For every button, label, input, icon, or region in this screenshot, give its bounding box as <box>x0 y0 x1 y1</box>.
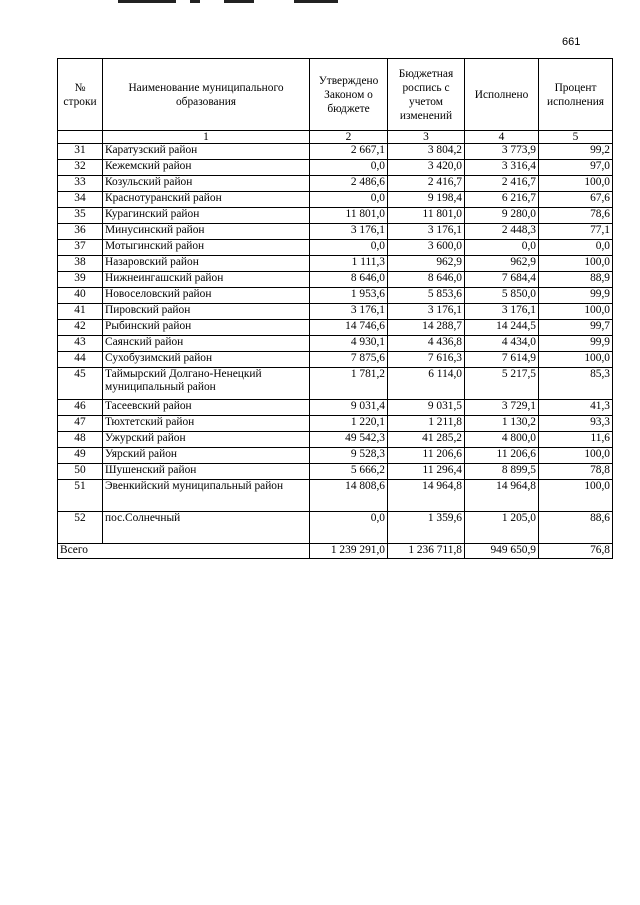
approved-value: 2 486,6 <box>310 176 388 192</box>
municipality-name: Рыбинский район <box>103 320 310 336</box>
budget-value: 3 600,0 <box>388 240 465 256</box>
page-number: 661 <box>562 36 581 48</box>
municipality-name: Краснотуранский район <box>103 192 310 208</box>
table-row <box>58 320 613 336</box>
percent-value: 100,0 <box>539 448 613 464</box>
table-row <box>58 464 613 480</box>
row-number: 45 <box>58 368 103 400</box>
row-number: 34 <box>58 192 103 208</box>
percent-value: 78,6 <box>539 208 613 224</box>
table-row <box>58 272 613 288</box>
column-number-row <box>58 131 613 144</box>
executed-value: 1 130,2 <box>465 416 539 432</box>
header-percent: Процент исполнения <box>539 59 613 131</box>
approved-value: 1 111,3 <box>310 256 388 272</box>
row-number: 39 <box>58 272 103 288</box>
table-row <box>58 144 613 160</box>
row-number: 44 <box>58 352 103 368</box>
percent-value: 41,3 <box>539 400 613 416</box>
executed-value: 3 176,1 <box>465 304 539 320</box>
table-row <box>58 160 613 176</box>
row-number: 33 <box>58 176 103 192</box>
executed-value: 14 964,8 <box>465 480 539 512</box>
header-row-number: № строки <box>58 59 103 131</box>
row-number: 38 <box>58 256 103 272</box>
approved-value: 11 801,0 <box>310 208 388 224</box>
percent-value: 0,0 <box>539 240 613 256</box>
executed-value: 8 899,5 <box>465 464 539 480</box>
percent-value: 88,6 <box>539 512 613 544</box>
executed-value: 6 216,7 <box>465 192 539 208</box>
municipality-name: Эвенкийский муниципальный район <box>103 480 310 512</box>
approved-value: 4 930,1 <box>310 336 388 352</box>
executed-value: 3 316,4 <box>465 160 539 176</box>
budget-value: 962,9 <box>388 256 465 272</box>
percent-value: 100,0 <box>539 480 613 512</box>
budget-value: 1 211,8 <box>388 416 465 432</box>
row-number: 50 <box>58 464 103 480</box>
percent-value: 99,9 <box>539 288 613 304</box>
approved-value: 0,0 <box>310 160 388 176</box>
column-number: 2 <box>310 131 388 144</box>
budget-value: 9 198,4 <box>388 192 465 208</box>
approved-value: 1 220,1 <box>310 416 388 432</box>
table-body <box>58 144 613 544</box>
executed-value: 962,9 <box>465 256 539 272</box>
budget-value: 1 359,6 <box>388 512 465 544</box>
percent-value: 100,0 <box>539 256 613 272</box>
table-row <box>58 208 613 224</box>
municipality-name: Сухобузимский район <box>103 352 310 368</box>
budget-value: 14 288,7 <box>388 320 465 336</box>
percent-value: 100,0 <box>539 176 613 192</box>
executed-value: 4 434,0 <box>465 336 539 352</box>
table-row <box>58 400 613 416</box>
table-row <box>58 240 613 256</box>
header-budget-schedule: Бюджетная роспись с учетом изменений <box>388 59 465 131</box>
municipality-name: Назаровский район <box>103 256 310 272</box>
approved-value: 14 746,6 <box>310 320 388 336</box>
municipality-name: Минусинский район <box>103 224 310 240</box>
table-row <box>58 224 613 240</box>
municipality-name: Пировский район <box>103 304 310 320</box>
table-header-row <box>58 59 613 131</box>
municipality-name: пос.Солнечный <box>103 512 310 544</box>
approved-value: 7 875,6 <box>310 352 388 368</box>
table-row <box>58 256 613 272</box>
municipality-name: Саянский район <box>103 336 310 352</box>
table-row <box>58 192 613 208</box>
budget-value: 11 206,6 <box>388 448 465 464</box>
executed-value: 3 729,1 <box>465 400 539 416</box>
budget-value: 3 176,1 <box>388 304 465 320</box>
row-number: 46 <box>58 400 103 416</box>
municipality-name: Козульский район <box>103 176 310 192</box>
header-executed: Исполнено <box>465 59 539 131</box>
budget-value: 5 853,6 <box>388 288 465 304</box>
table-row <box>58 368 613 400</box>
percent-value: 67,6 <box>539 192 613 208</box>
approved-value: 2 667,1 <box>310 144 388 160</box>
total-percent: 76,8 <box>539 544 613 559</box>
row-number: 51 <box>58 480 103 512</box>
budget-value: 2 416,7 <box>388 176 465 192</box>
executed-value: 7 614,9 <box>465 352 539 368</box>
row-number: 42 <box>58 320 103 336</box>
column-number: 3 <box>388 131 465 144</box>
table-row <box>58 304 613 320</box>
percent-value: 100,0 <box>539 352 613 368</box>
municipality-name: Тасеевский район <box>103 400 310 416</box>
municipality-name: Новоселовский район <box>103 288 310 304</box>
row-number: 37 <box>58 240 103 256</box>
column-number-empty <box>58 131 103 144</box>
row-number: 43 <box>58 336 103 352</box>
municipality-name: Нижнеингашский район <box>103 272 310 288</box>
executed-value: 7 684,4 <box>465 272 539 288</box>
executed-value: 9 280,0 <box>465 208 539 224</box>
municipality-name: Тюхтетский район <box>103 416 310 432</box>
percent-value: 100,0 <box>539 304 613 320</box>
row-number: 49 <box>58 448 103 464</box>
municipality-name: Курагинский район <box>103 208 310 224</box>
row-number: 47 <box>58 416 103 432</box>
percent-value: 11,6 <box>539 432 613 448</box>
approved-value: 5 666,2 <box>310 464 388 480</box>
approved-value: 3 176,1 <box>310 224 388 240</box>
column-number: 5 <box>539 131 613 144</box>
percent-value: 88,9 <box>539 272 613 288</box>
municipality-name: Кежемский район <box>103 160 310 176</box>
budget-value: 8 646,0 <box>388 272 465 288</box>
municipality-name: Ужурский район <box>103 432 310 448</box>
scan-artifact <box>118 0 338 4</box>
table-row <box>58 336 613 352</box>
table-row <box>58 288 613 304</box>
municipality-name: Шушенский район <box>103 464 310 480</box>
executed-value: 2 416,7 <box>465 176 539 192</box>
percent-value: 99,9 <box>539 336 613 352</box>
budget-value: 14 964,8 <box>388 480 465 512</box>
approved-value: 1 953,6 <box>310 288 388 304</box>
budget-value: 7 616,3 <box>388 352 465 368</box>
budget-value: 9 031,5 <box>388 400 465 416</box>
municipality-name: Уярский район <box>103 448 310 464</box>
header-approved: Утверждено Законом о бюджете <box>310 59 388 131</box>
approved-value: 0,0 <box>310 240 388 256</box>
approved-value: 9 031,4 <box>310 400 388 416</box>
executed-value: 1 205,0 <box>465 512 539 544</box>
row-number: 36 <box>58 224 103 240</box>
total-budget: 1 236 711,8 <box>388 544 465 559</box>
row-number: 32 <box>58 160 103 176</box>
executed-value: 5 217,5 <box>465 368 539 400</box>
column-number: 4 <box>465 131 539 144</box>
budget-value: 3 176,1 <box>388 224 465 240</box>
percent-value: 99,2 <box>539 144 613 160</box>
approved-value: 14 808,6 <box>310 480 388 512</box>
budget-value: 41 285,2 <box>388 432 465 448</box>
executed-value: 11 206,6 <box>465 448 539 464</box>
budget-value: 11 296,4 <box>388 464 465 480</box>
percent-value: 99,7 <box>539 320 613 336</box>
executed-value: 3 773,9 <box>465 144 539 160</box>
row-number: 35 <box>58 208 103 224</box>
approved-value: 3 176,1 <box>310 304 388 320</box>
budget-value: 3 804,2 <box>388 144 465 160</box>
table-row <box>58 512 613 544</box>
approved-value: 0,0 <box>310 512 388 544</box>
row-number: 52 <box>58 512 103 544</box>
approved-value: 8 646,0 <box>310 272 388 288</box>
row-number: 48 <box>58 432 103 448</box>
table-row <box>58 432 613 448</box>
total-executed: 949 650,9 <box>465 544 539 559</box>
row-number: 40 <box>58 288 103 304</box>
total-row <box>58 544 613 559</box>
row-number: 31 <box>58 144 103 160</box>
total-approved: 1 239 291,0 <box>310 544 388 559</box>
approved-value: 49 542,3 <box>310 432 388 448</box>
executed-value: 2 448,3 <box>465 224 539 240</box>
table-row <box>58 352 613 368</box>
budget-value: 4 436,8 <box>388 336 465 352</box>
approved-value: 1 781,2 <box>310 368 388 400</box>
executed-value: 14 244,5 <box>465 320 539 336</box>
municipality-name: Таймырский Долгано-Ненецкий муниципальный район <box>103 368 310 400</box>
table-row <box>58 416 613 432</box>
budget-execution-table <box>57 58 613 559</box>
executed-value: 4 800,0 <box>465 432 539 448</box>
budget-value: 3 420,0 <box>388 160 465 176</box>
table-row <box>58 176 613 192</box>
municipality-name: Каратузский район <box>103 144 310 160</box>
budget-value: 6 114,0 <box>388 368 465 400</box>
header-municipality-name: Наименование муниципального образования <box>103 59 310 131</box>
executed-value: 5 850,0 <box>465 288 539 304</box>
total-label: Всего <box>58 544 310 559</box>
executed-value: 0,0 <box>465 240 539 256</box>
table-row <box>58 448 613 464</box>
percent-value: 78,8 <box>539 464 613 480</box>
percent-value: 97,0 <box>539 160 613 176</box>
row-number: 41 <box>58 304 103 320</box>
percent-value: 93,3 <box>539 416 613 432</box>
column-number: 1 <box>103 131 310 144</box>
approved-value: 9 528,3 <box>310 448 388 464</box>
municipality-name: Мотыгинский район <box>103 240 310 256</box>
percent-value: 85,3 <box>539 368 613 400</box>
budget-value: 11 801,0 <box>388 208 465 224</box>
table-row <box>58 480 613 512</box>
approved-value: 0,0 <box>310 192 388 208</box>
percent-value: 77,1 <box>539 224 613 240</box>
